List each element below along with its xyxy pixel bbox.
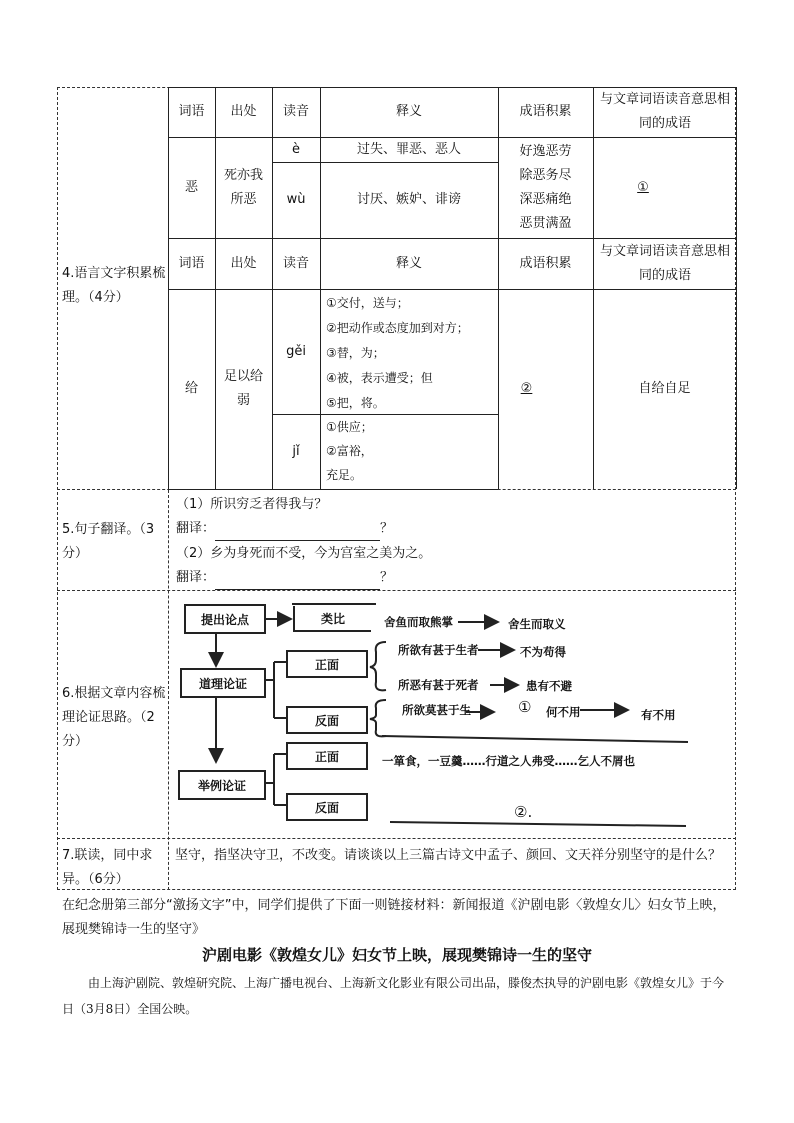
- idiom-zi-gei-zi-zu: 自给自足: [638, 381, 691, 396]
- q5-translate-1: 翻译： ？: [176, 517, 393, 541]
- header-idioms: 成语积累: [519, 104, 572, 119]
- header-source: 出处: [230, 104, 257, 119]
- text-not-avoid: 患有不避: [526, 679, 572, 693]
- q5-sentence-2: （2）乡为身死而不受，今为宫室之美为之。: [176, 546, 432, 561]
- answer-blank-2[interactable]: ②: [520, 381, 533, 396]
- pinyin-ji: jǐ: [292, 443, 300, 459]
- header-word: 词语: [178, 104, 205, 119]
- header2-meaning: 释义: [395, 255, 422, 271]
- text-some-not-use: 有不用: [641, 708, 676, 722]
- header2-idioms: 成语积累: [519, 255, 572, 271]
- text-desire-over-life: 所欲有甚于生者: [398, 643, 479, 657]
- answer-blank-1[interactable]: ①: [637, 179, 649, 195]
- header-same-idiom: 与文章词语读音意思相同的成语: [600, 92, 731, 131]
- q4-label: 4.语言文字积累梳理。（4分）: [62, 266, 166, 305]
- q5-answer-line-1[interactable]: [215, 524, 380, 541]
- header2-source: 出处: [230, 255, 257, 271]
- word-gei: 给: [184, 381, 198, 396]
- meanings-ji: ①供应； ②富裕， 充足。: [326, 420, 373, 482]
- q6-label: 6.根据文章内容梳理论证思路。（2分）: [62, 686, 166, 749]
- box-negative-1: 反面: [286, 706, 368, 734]
- article-paragraph-1: 由上海沪剧院、敦煌研究院、上海广播电视台、上海新文化影业有限公司出品，滕俊杰执导的沪剧电影《敦煌女儿》于今日（3月8日）全国公映。: [62, 976, 725, 1016]
- meaning-e: 过失、罪恶、恶人: [356, 141, 461, 157]
- box-positive-2: 正面: [286, 742, 368, 770]
- box-analogy: 类比: [293, 606, 371, 632]
- header2-word: 词语: [178, 255, 205, 271]
- q5-sentence-1: （1）所识穷乏者得我与？: [176, 497, 328, 512]
- word-e: 恶: [184, 179, 198, 195]
- text-bowl-of-rice: 一箪食，一豆羹……行道之人弗受……乞人不屑也: [382, 754, 635, 768]
- header2-same-idiom: 与文章词语读音意思相同的成语: [600, 243, 731, 283]
- article-title: 沪剧电影《敦煌女儿》妇女节上映，展现樊锦诗一生的坚守: [201, 946, 592, 964]
- text-fish-bear: 舍鱼而取熊掌: [384, 615, 453, 629]
- source-e: 死亦我所恶: [223, 167, 263, 207]
- idioms-list-e: 好逸恶劳 除恶务尽 深恶痛绝 恶贯满盈: [519, 144, 572, 231]
- pinyin-wu: wù: [286, 192, 306, 207]
- text-not-improper: 不为苟得: [520, 645, 566, 659]
- answer-blank-q6-1[interactable]: ①: [518, 698, 532, 716]
- box-positive-1: 正面: [286, 650, 368, 678]
- q5-translate-2: 翻译： ？: [176, 566, 393, 590]
- header2-reading: 读音: [282, 255, 309, 271]
- source-gei: 足以给弱: [223, 369, 263, 408]
- text-desire-none-over-life: 所欲莫甚于生: [402, 703, 471, 717]
- header-meaning: 释义: [395, 104, 422, 119]
- meanings-gei: ①交付，送与； ②把动作或态度加到对方； ③替，为； ④被，表示遭受；但 ⑤把，将。: [326, 296, 469, 410]
- meaning-wu: 讨厌、嫉妒、诽谤: [356, 192, 461, 207]
- q5-label: 5.句子翻译。（3分）: [62, 522, 155, 561]
- pinyin-e: è: [292, 141, 300, 157]
- text-why-not-use: 何不用: [546, 705, 581, 719]
- box-thesis: 提出论点: [184, 604, 266, 634]
- box-negative-2: 反面: [286, 793, 368, 821]
- q5-answer-line-2[interactable]: [215, 573, 380, 590]
- text-life-righteousness: 舍生而取义: [508, 617, 566, 631]
- box-example: 举例论证: [178, 770, 266, 800]
- q7-question: 坚守，指坚决守卫，不改变。请谈谈以上三篇古诗文中孟子、颜回、文天祥分别坚守的是什么？: [175, 848, 722, 863]
- q7-label: 7.联读，同中求异。（6分）: [62, 848, 153, 887]
- box-reasoning: 道理论证: [180, 668, 266, 698]
- divider-q6-q7: [57, 838, 736, 839]
- pinyin-gei: gěi: [286, 343, 306, 359]
- intro-paragraph: 在纪念册第三部分“激扬文字”中，同学们提供了下面一则链接材料：新闻报道《沪剧电影〈敦煌女儿〉妇女节上映，展现樊锦诗一生的坚守》: [62, 898, 726, 937]
- header-reading: 读音: [282, 104, 309, 119]
- answer-blank-q6-2[interactable]: ②.: [514, 803, 533, 821]
- text-hate-over-death: 所恶有甚于死者: [398, 678, 479, 692]
